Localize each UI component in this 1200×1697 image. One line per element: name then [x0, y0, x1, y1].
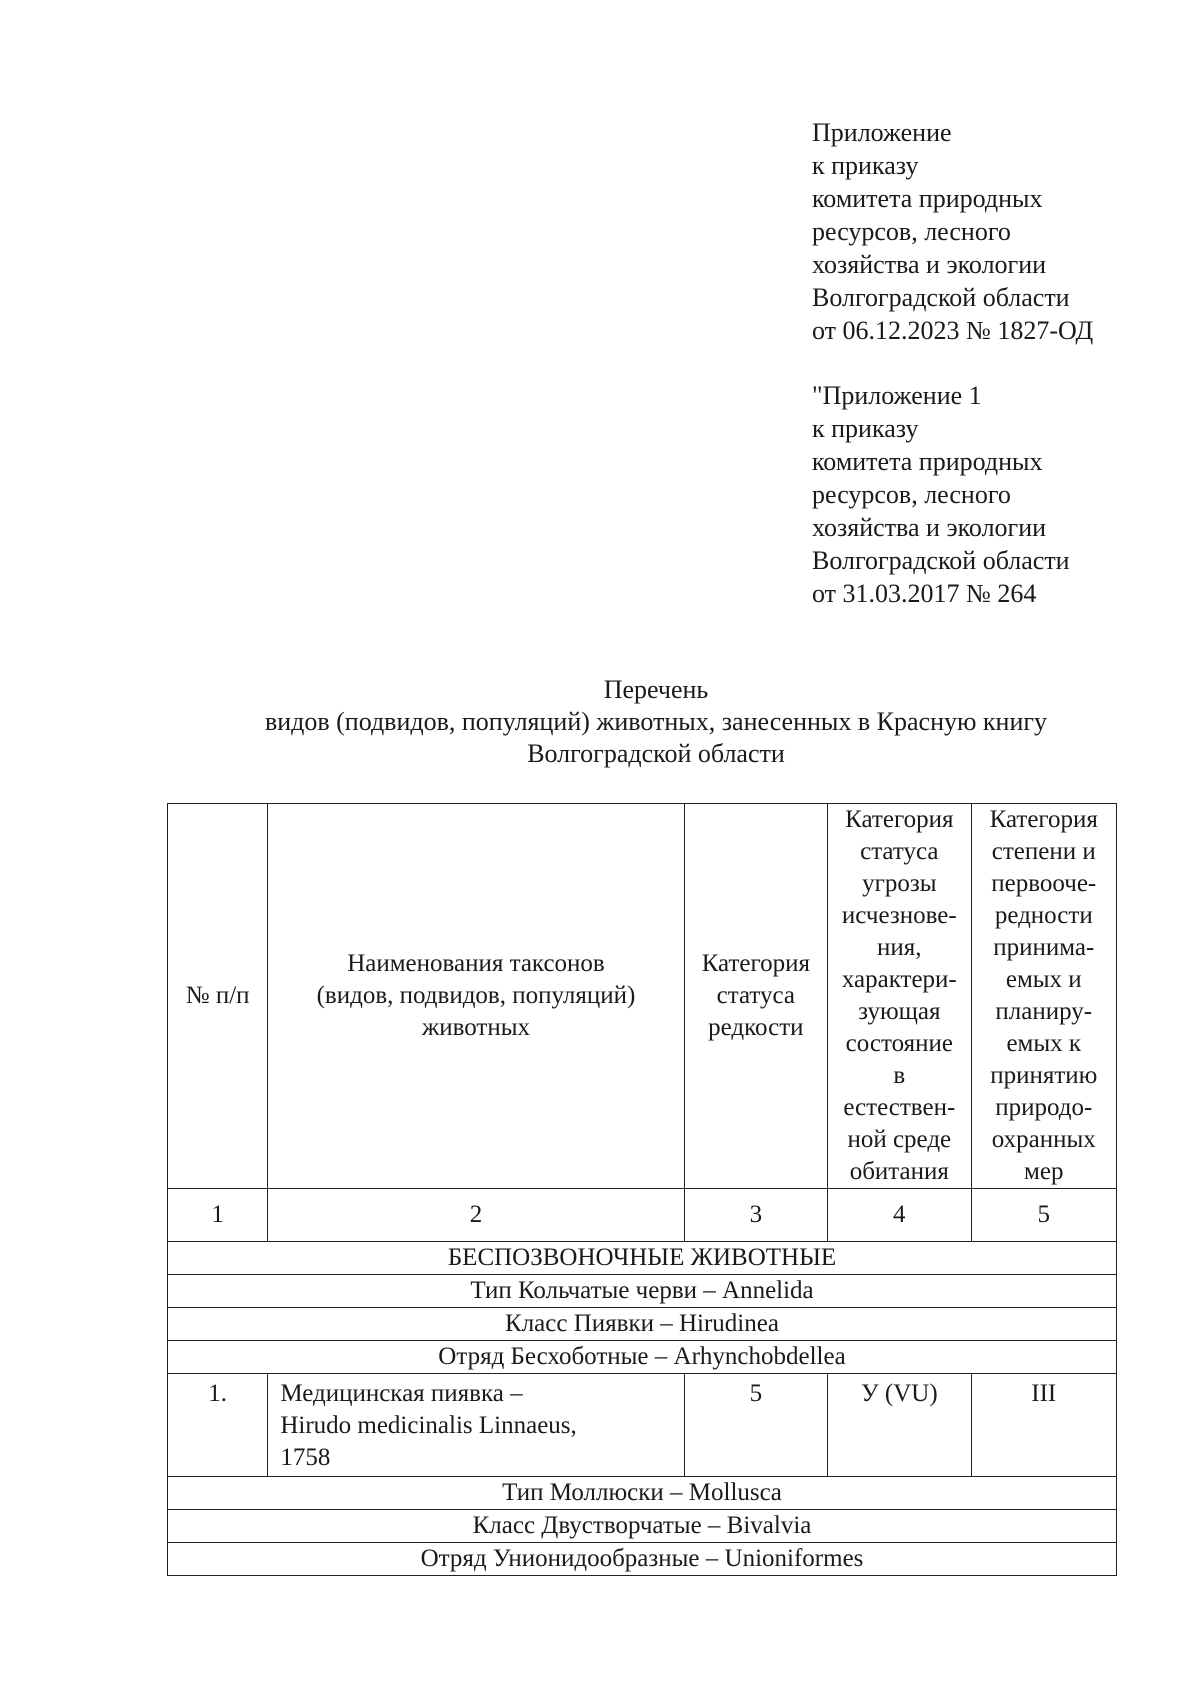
column-number: 2: [268, 1189, 684, 1242]
group-row-phylum: [168, 1275, 1117, 1308]
group-row-class: [168, 1510, 1117, 1543]
appendix-line: Волгоградской области: [812, 283, 1070, 312]
entry-rarity-category: 5: [684, 1374, 827, 1477]
appendix-line: Приложение: [812, 118, 952, 147]
header-rarity-category: Категория статуса редкости: [684, 804, 827, 1189]
appendix-original-block: [812, 379, 1070, 610]
column-number: 3: [684, 1189, 827, 1242]
document-title: [0, 674, 1200, 770]
header-number: № п/п: [168, 804, 268, 1189]
group-row-order: [168, 1543, 1117, 1576]
class-heading: Класс Двустворчатые – Bivalvia: [168, 1510, 1117, 1543]
appendix-line: комитета природных: [812, 184, 1043, 213]
phylum-heading: Тип Кольчатые черви – Annelida: [168, 1275, 1117, 1308]
order-heading: Отряд Бесхоботные – Arhynchobdellea: [168, 1341, 1117, 1374]
group-row-section: [168, 1242, 1117, 1275]
appendix-line: Волгоградской области: [812, 546, 1070, 575]
appendix-order-ref: от 31.03.2017 № 264: [812, 579, 1037, 608]
appendix-line: к приказу: [812, 414, 919, 443]
table-row: [168, 1374, 1117, 1477]
group-row-phylum: [168, 1477, 1117, 1510]
appendix-line: ресурсов, лесного: [812, 217, 1011, 246]
order-heading: Отряд Унионидообразные – Unioniformes: [168, 1543, 1117, 1576]
appendix-line: ресурсов, лесного: [812, 480, 1011, 509]
entry-number: 1.: [168, 1374, 268, 1477]
section-heading: БЕСПОЗВОНОЧНЫЕ ЖИВОТНЫЕ: [168, 1242, 1117, 1275]
appendix-line: к приказу: [812, 151, 919, 180]
column-number: 4: [828, 1189, 971, 1242]
header-priority-category: Категория степени и первооче- редности принима- емых и планиру- емых к принятию природо- охранных мер: [971, 804, 1116, 1189]
group-row-class: [168, 1308, 1117, 1341]
entry-taxon-name: Медицинская пиявка – Hirudo medicinalis Linnaeus, 1758: [268, 1374, 684, 1477]
species-table: [167, 803, 1117, 1576]
class-heading: Класс Пиявки – Hirudinea: [168, 1308, 1117, 1341]
group-row-order: [168, 1341, 1117, 1374]
appendix-line: комитета природных: [812, 447, 1043, 476]
column-numbers-row: [168, 1189, 1117, 1242]
appendix-order-ref: от 06.12.2023 № 1827-ОД: [812, 316, 1094, 345]
phylum-heading: Тип Моллюски – Mollusca: [168, 1477, 1117, 1510]
header-row: [168, 804, 1117, 1189]
title-line: видов (подвидов, популяций) животных, занесенных в Красную книгу: [264, 707, 1048, 736]
appendix-line: хозяйства и экологии: [812, 513, 1047, 542]
header-taxon-name: Наименования таксонов (видов, подвидов, популяций) животных: [268, 804, 684, 1189]
column-number: 5: [971, 1189, 1116, 1242]
appendix-current-block: [812, 116, 1093, 347]
entry-threat-category: У (VU): [828, 1374, 971, 1477]
column-number: 1: [168, 1189, 268, 1242]
entry-priority-category: III: [971, 1374, 1116, 1477]
appendix-line: "Приложение 1: [812, 381, 982, 410]
title-line: Волгоградской области: [527, 739, 785, 768]
title-line: Перечень: [603, 675, 709, 704]
header-threat-category: Категория статуса угрозы исчезнове- ния, характери- зующая состояние в естествен- ной среде обитания: [828, 804, 971, 1189]
appendix-line: хозяйства и экологии: [812, 250, 1047, 279]
